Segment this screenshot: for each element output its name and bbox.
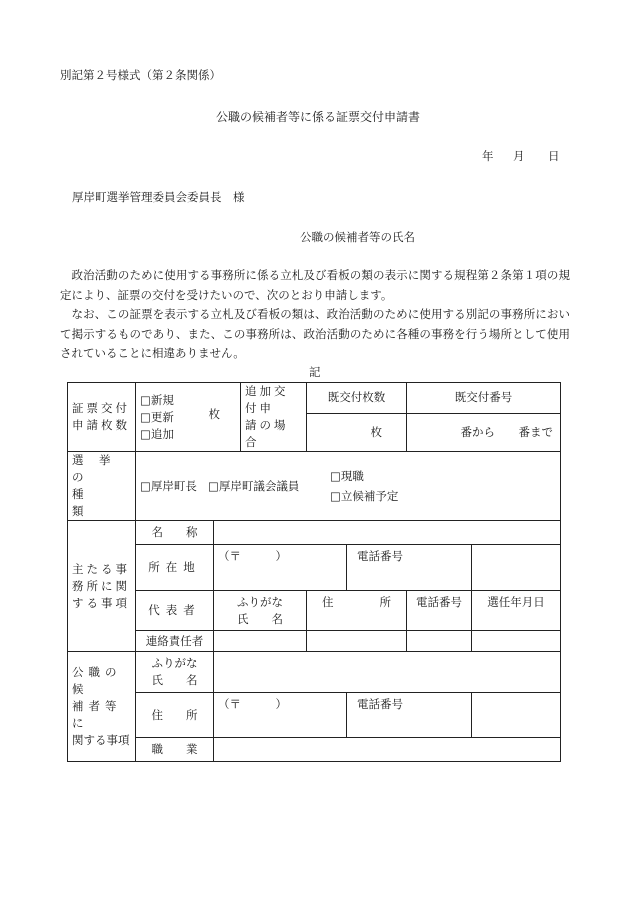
option-add-checkbox[interactable]: □追加 [140,426,174,441]
date-day: 日 [548,149,560,163]
contact-phone-field[interactable] [407,631,472,652]
representative-phone-header: 電話番号 [407,591,472,631]
candidate-name-field[interactable] [214,652,561,693]
option-new-checkbox[interactable]: □新規 [140,392,174,407]
document-title: 公職の候補者等に係る証票交付申請書 [216,110,421,124]
election-mayor-checkbox[interactable]: □厚岸町長 [140,478,197,493]
additional-label: 追加交付申 請の場合 [241,383,307,452]
number-to: 番まで [518,424,554,439]
applicant-name-label: 公職の候補者等の氏名 [300,230,415,244]
count-unit: 枚 [208,407,220,421]
date-year: 年 [482,149,494,163]
office-name-label: 名 称 [136,521,214,545]
issued-count-label: 既交付枚数 [307,383,407,414]
office-phone-label: 電話番号 [347,545,472,591]
apply-type-cell [136,383,241,452]
representative-label: 代表者 [136,591,214,631]
occupation-field[interactable] [214,738,561,762]
candidate-phone-field[interactable] [472,693,561,738]
status-candidate-checkbox[interactable]: □立候補予定 [330,488,399,503]
candidate-postal-mark: （〒 ） [218,697,287,711]
application-form-table [67,382,561,762]
candidate-address-field[interactable] [214,693,347,738]
election-council-checkbox[interactable]: □厚岸町議会議員 [208,478,300,493]
number-from: 番から [460,424,496,439]
candidate-address-label: 住 所 [136,693,214,738]
office-name-field[interactable] [214,521,561,545]
office-postal-mark: （〒 ） [218,549,287,563]
option-renew-checkbox[interactable]: □更新 [140,409,174,424]
office-location-field[interactable] [214,545,347,591]
occupation-label: 職 業 [136,738,214,762]
representative-address-header: 住 所 [307,591,407,631]
ki-heading: 記 [309,365,321,379]
office-phone-field[interactable] [472,545,561,591]
appointment-date-header: 選任年月日 [472,591,561,631]
representative-name-header: ふりがな 氏 名 [214,591,307,631]
body-paragraph-1: 政治活動のために使用する事務所に係る立札及び看板の類の表示に関する規程第２条第１項の規定により、証票の交付を受けたいので、次のとおり申請します。 [60,268,570,302]
date-month: 月 [513,149,525,163]
office-location-label: 所在地 [136,545,214,591]
contact-person-label: 連絡責任者 [136,631,214,652]
issued-number-range [407,413,561,451]
issued-count-unit: 枚 [307,413,407,451]
candidate-phone-label: 電話番号 [347,693,472,738]
contact-address-field[interactable] [307,631,407,652]
office-section-label: 主たる事 務所に関 する事項 [68,521,136,652]
apply-count-label: 証票交付 申請枚数 [68,383,136,452]
candidate-section-label: 公職の候 補者等に 関する事項 [68,652,136,762]
candidate-name-label: ふりがな 氏 名 [136,652,214,693]
election-type-label: 選 挙 の 種 類 [68,452,136,521]
contact-name-field[interactable] [214,631,307,652]
issued-number-label: 既交付番号 [407,383,561,414]
status-incumbent-checkbox[interactable]: □現職 [330,468,364,483]
addressee: 厚岸町選挙管理委員会委員長 様 [72,190,245,204]
form-number: 別記第２号様式（第２条関係） [60,68,221,82]
contact-date-field[interactable] [472,631,561,652]
election-type-cell [136,452,561,521]
body-paragraph-2: なお、この証票を表示する立札及び看板の類は、政治活動のために使用する別記の事務所において掲示するものであり、また、この事務所は、政治活動のために各種の事務を行う場所として使用されていることに相違ありません。 [60,307,570,360]
